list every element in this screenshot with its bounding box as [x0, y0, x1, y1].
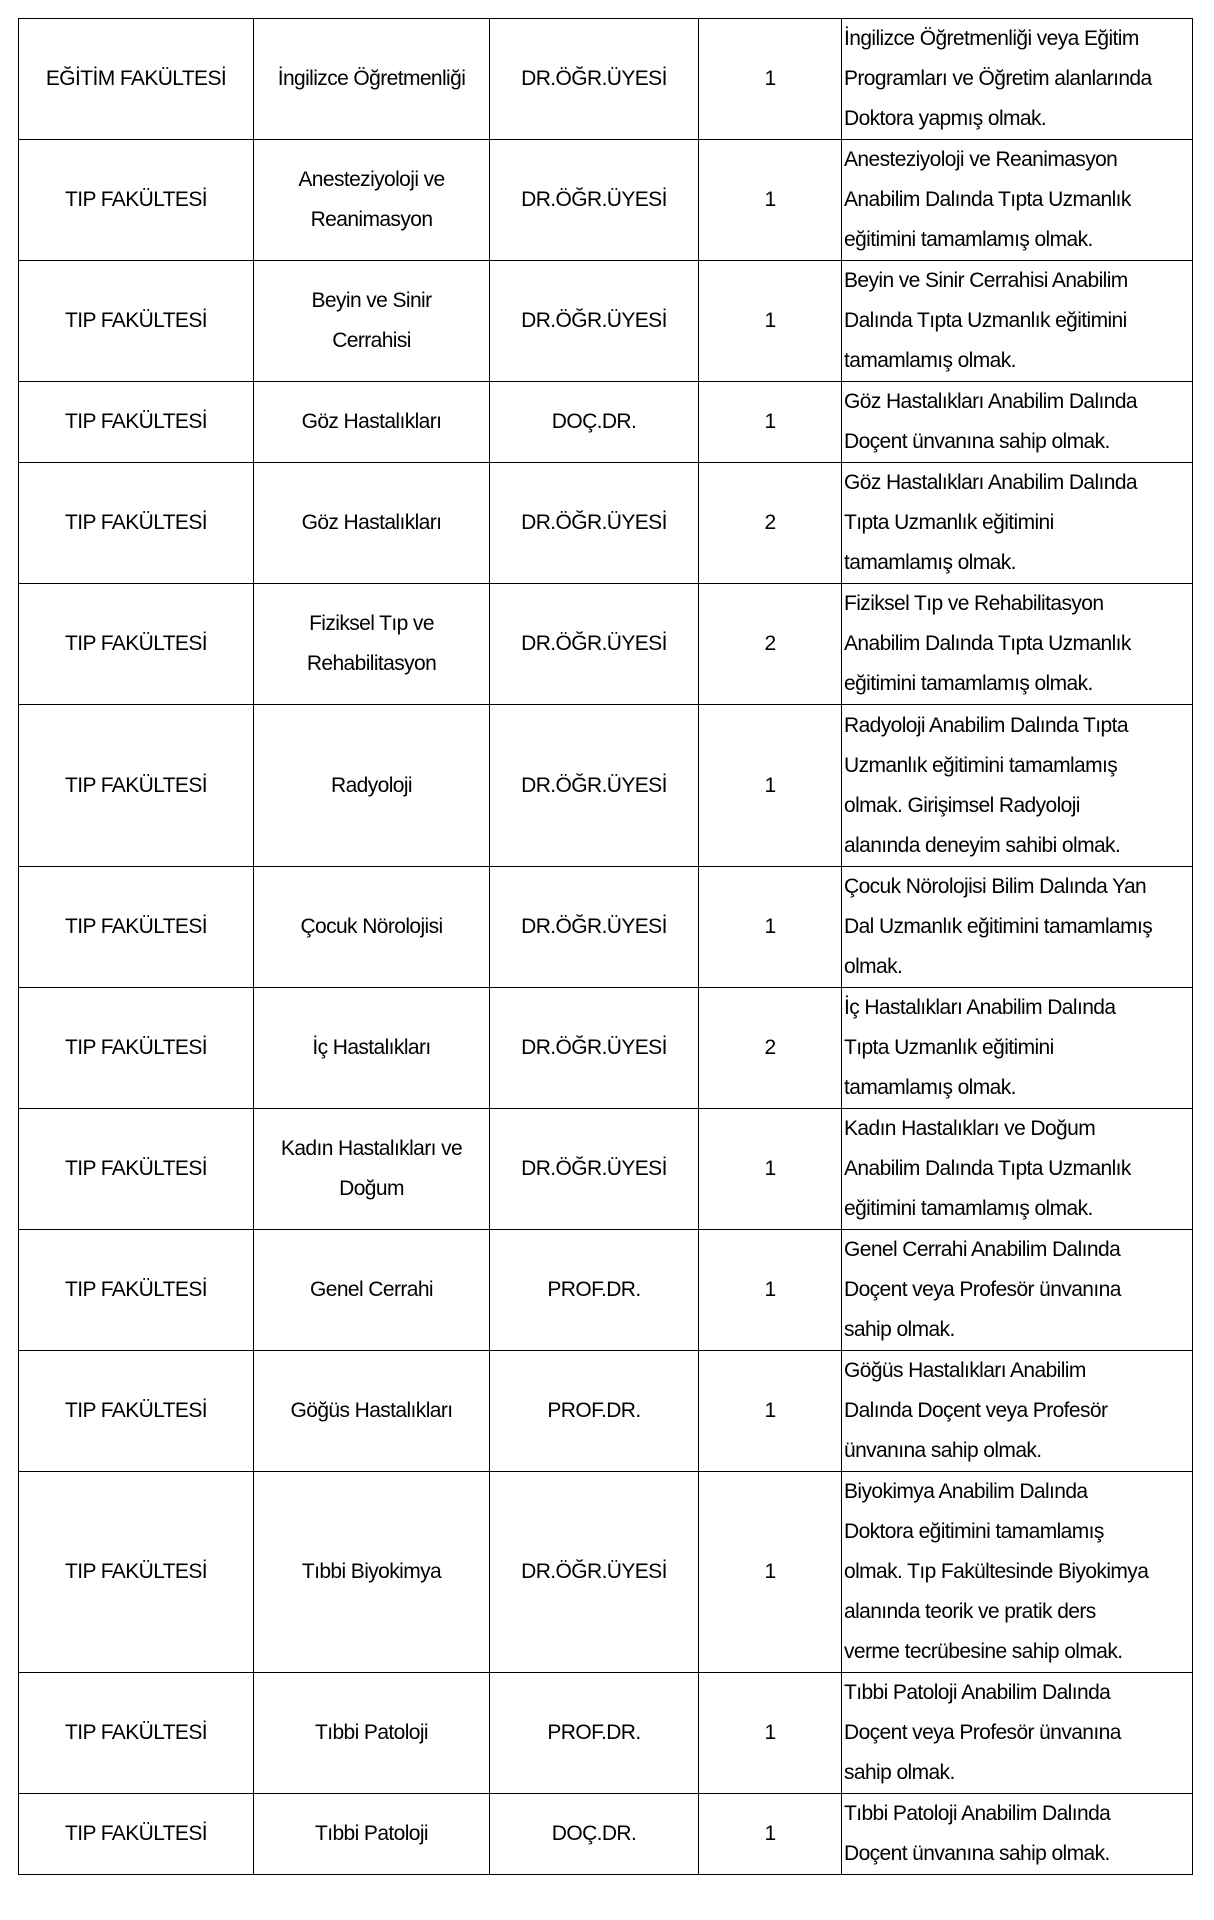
requirement-line: alanında deneyim sahibi olmak.: [844, 833, 1121, 857]
department-line: Anesteziyoloji ve: [298, 168, 445, 191]
requirement-line: ünvanına sahip olmak.: [844, 1439, 1042, 1462]
requirement-line: verme tecrübesine sahip olmak.: [844, 1640, 1123, 1663]
requirement-cell: [842, 1472, 1193, 1673]
requirement-line: eğitimini tamamlamış olmak.: [844, 1197, 1093, 1220]
requirement-line: Anabilim Dalında Tıpta Uzmanlık: [844, 632, 1131, 655]
table-row: [19, 140, 1193, 261]
count-cell: 1: [699, 1794, 842, 1875]
count-cell: 1: [699, 19, 842, 140]
count-cell: 2: [699, 584, 842, 705]
requirement-cell: [842, 1351, 1193, 1472]
department-cell: [254, 1230, 490, 1351]
table-row: [19, 1351, 1193, 1472]
table-row: [19, 1109, 1193, 1230]
requirement-line: Anesteziyoloji ve Reanimasyon: [844, 148, 1118, 171]
table-row: [19, 261, 1193, 382]
requirement-line: Doçent ünvanına sahip olmak.: [844, 1842, 1110, 1865]
title-cell: DR.ÖĞR.ÜYESİ: [490, 988, 699, 1109]
table-row: [19, 867, 1193, 988]
title-cell: PROF.DR.: [490, 1230, 699, 1351]
department-cell: [254, 867, 490, 988]
department-line: Göz Hastalıkları: [301, 511, 442, 534]
requirement-cell: [842, 261, 1193, 382]
title-cell: DR.ÖĞR.ÜYESİ: [490, 1109, 699, 1230]
title-cell: DR.ÖĞR.ÜYESİ: [490, 140, 699, 261]
requirement-cell: [842, 584, 1193, 705]
count-cell: 1: [699, 261, 842, 382]
count-cell: 1: [699, 140, 842, 261]
requirement-line: İç Hastalıkları Anabilim Dalında: [844, 996, 1116, 1019]
requirement-line: Kadın Hastalıkları ve Doğum: [844, 1117, 1096, 1140]
title-cell: DR.ÖĞR.ÜYESİ: [490, 867, 699, 988]
title-cell: DOÇ.DR.: [490, 382, 699, 463]
title-cell: DR.ÖĞR.ÜYESİ: [490, 261, 699, 382]
title-cell: DR.ÖĞR.ÜYESİ: [490, 705, 699, 867]
requirement-line: Programları ve Öğretim alanlarında: [844, 67, 1152, 90]
requirement-line: eğitimini tamamlamış olmak.: [844, 228, 1093, 251]
table-row: [19, 382, 1193, 463]
department-line: Beyin ve Sinir: [311, 289, 432, 312]
table-row: [19, 988, 1193, 1109]
department-line: Göz Hastalıkları: [301, 410, 442, 433]
department-line: Radyoloji: [331, 773, 412, 797]
title-cell: DR.ÖĞR.ÜYESİ: [490, 19, 699, 140]
faculty-cell: TIP FAKÜLTESİ: [19, 988, 254, 1109]
requirement-line: Tıpta Uzmanlık eğitimini: [844, 511, 1054, 534]
requirement-line: Tıbbi Patoloji Anabilim Dalında: [844, 1681, 1111, 1704]
positions-table: [18, 18, 1193, 1875]
requirement-cell: [842, 140, 1193, 261]
requirement-line: tamamlamış olmak.: [844, 1076, 1016, 1099]
department-line: Fiziksel Tıp ve: [309, 612, 434, 635]
requirement-line: İngilizce Öğretmenliği veya Eğitim: [844, 27, 1139, 50]
faculty-cell: TIP FAKÜLTESİ: [19, 382, 254, 463]
table-row: [19, 705, 1193, 867]
faculty-cell: TIP FAKÜLTESİ: [19, 1673, 254, 1794]
requirement-cell: [842, 1230, 1193, 1351]
department-line: Tıbbi Biyokimya: [301, 1560, 442, 1583]
table-row: [19, 1794, 1193, 1875]
department-cell: [254, 1109, 490, 1230]
requirement-line: Uzmanlık eğitimini tamamlamış: [844, 753, 1118, 777]
requirement-line: Doçent veya Profesör ünvanına: [844, 1721, 1121, 1744]
requirement-line: olmak.: [844, 955, 903, 978]
faculty-cell: TIP FAKÜLTESİ: [19, 1351, 254, 1472]
requirement-line: tamamlamış olmak.: [844, 551, 1016, 574]
title-cell: DOÇ.DR.: [490, 1794, 699, 1875]
department-cell: [254, 463, 490, 584]
department-line: İç Hastalıkları: [312, 1036, 431, 1059]
department-line: İngilizce Öğretmenliği: [277, 67, 466, 90]
department-cell: [254, 988, 490, 1109]
department-line: Tıbbi Patoloji: [315, 1721, 428, 1744]
requirement-line: Doçent ünvanına sahip olmak.: [844, 430, 1110, 453]
faculty-cell: TIP FAKÜLTESİ: [19, 705, 254, 867]
table-row: [19, 1230, 1193, 1351]
requirement-line: Dalında Tıpta Uzmanlık eğitimini: [844, 309, 1127, 332]
requirement-cell: [842, 867, 1193, 988]
requirement-cell: [842, 19, 1193, 140]
requirement-cell: [842, 1109, 1193, 1230]
department-cell: [254, 1673, 490, 1794]
requirement-cell: [842, 1794, 1193, 1875]
requirement-cell: [842, 988, 1193, 1109]
requirement-line: Fiziksel Tıp ve Rehabilitasyon: [844, 592, 1104, 615]
requirement-line: sahip olmak.: [844, 1318, 955, 1341]
department-line: Doğum: [339, 1177, 404, 1200]
requirement-line: Radyoloji Anabilim Dalında Tıpta: [844, 713, 1128, 737]
department-cell: [254, 1472, 490, 1673]
faculty-cell: TIP FAKÜLTESİ: [19, 867, 254, 988]
department-line: Çocuk Nörolojisi: [300, 915, 443, 938]
faculty-cell: TIP FAKÜLTESİ: [19, 140, 254, 261]
table-row: [19, 463, 1193, 584]
faculty-cell: TIP FAKÜLTESİ: [19, 261, 254, 382]
requirement-line: Tıbbi Patoloji Anabilim Dalında: [844, 1802, 1111, 1825]
count-cell: 1: [699, 1109, 842, 1230]
requirement-line: Biyokimya Anabilim Dalında: [844, 1480, 1088, 1503]
requirement-cell: [842, 705, 1193, 867]
department-line: Genel Cerrahi: [310, 1278, 433, 1301]
count-cell: 1: [699, 1673, 842, 1794]
faculty-cell: TIP FAKÜLTESİ: [19, 463, 254, 584]
department-cell: [254, 382, 490, 463]
title-cell: PROF.DR.: [490, 1351, 699, 1472]
count-cell: 1: [699, 1472, 842, 1673]
requirement-line: Göz Hastalıkları Anabilim Dalında: [844, 390, 1138, 413]
requirement-line: Doçent veya Profesör ünvanına: [844, 1278, 1121, 1301]
requirement-line: Dal Uzmanlık eğitimini tamamlamış: [844, 915, 1153, 938]
department-cell: [254, 705, 490, 867]
requirement-cell: [842, 382, 1193, 463]
requirement-line: Tıpta Uzmanlık eğitimini: [844, 1036, 1054, 1059]
requirement-line: Çocuk Nörolojisi Bilim Dalında Yan: [844, 875, 1147, 898]
title-cell: DR.ÖĞR.ÜYESİ: [490, 463, 699, 584]
requirement-line: Anabilim Dalında Tıpta Uzmanlık: [844, 1157, 1131, 1180]
title-cell: DR.ÖĞR.ÜYESİ: [490, 584, 699, 705]
count-cell: 1: [699, 705, 842, 867]
faculty-cell: TIP FAKÜLTESİ: [19, 1472, 254, 1673]
department-cell: [254, 261, 490, 382]
requirement-line: eğitimini tamamlamış olmak.: [844, 672, 1093, 695]
count-cell: 1: [699, 867, 842, 988]
requirement-line: sahip olmak.: [844, 1761, 955, 1784]
count-cell: 2: [699, 463, 842, 584]
table-row: [19, 1472, 1193, 1673]
department-line: Reanimasyon: [310, 208, 433, 231]
department-line: Göğüs Hastalıkları: [290, 1399, 453, 1422]
requirement-line: tamamlamış olmak.: [844, 349, 1016, 372]
requirement-cell: [842, 463, 1193, 584]
faculty-cell: EĞİTİM FAKÜLTESİ: [19, 19, 254, 140]
department-cell: [254, 1351, 490, 1472]
requirement-line: olmak. Girişimsel Radyoloji: [844, 793, 1080, 817]
title-cell: DR.ÖĞR.ÜYESİ: [490, 1472, 699, 1673]
requirement-line: Doktora eğitimini tamamlamış: [844, 1520, 1104, 1543]
count-cell: 1: [699, 1230, 842, 1351]
faculty-cell: TIP FAKÜLTESİ: [19, 1794, 254, 1875]
requirement-line: Göğüs Hastalıkları Anabilim: [844, 1359, 1086, 1382]
count-cell: 1: [699, 382, 842, 463]
requirement-line: Genel Cerrahi Anabilim Dalında: [844, 1238, 1121, 1261]
requirement-line: Anabilim Dalında Tıpta Uzmanlık: [844, 188, 1131, 211]
title-cell: PROF.DR.: [490, 1673, 699, 1794]
department-cell: [254, 19, 490, 140]
department-cell: [254, 584, 490, 705]
faculty-cell: TIP FAKÜLTESİ: [19, 584, 254, 705]
department-line: Cerrahisi: [332, 329, 411, 352]
count-cell: 1: [699, 1351, 842, 1472]
requirement-line: Dalında Doçent veya Profesör: [844, 1399, 1108, 1422]
requirement-line: alanında teorik ve pratik ders: [844, 1600, 1096, 1623]
requirement-line: olmak. Tıp Fakültesinde Biyokimya: [844, 1560, 1149, 1583]
requirement-cell: [842, 1673, 1193, 1794]
table-row: [19, 19, 1193, 140]
requirement-line: Beyin ve Sinir Cerrahisi Anabilim: [844, 269, 1128, 292]
table-row: [19, 584, 1193, 705]
requirement-line: Göz Hastalıkları Anabilim Dalında: [844, 471, 1138, 494]
faculty-cell: TIP FAKÜLTESİ: [19, 1230, 254, 1351]
department-line: Rehabilitasyon: [306, 652, 437, 675]
faculty-cell: TIP FAKÜLTESİ: [19, 1109, 254, 1230]
department-line: Tıbbi Patoloji: [315, 1822, 428, 1845]
count-cell: 2: [699, 988, 842, 1109]
department-cell: [254, 140, 490, 261]
requirement-line: Doktora yapmış olmak.: [844, 107, 1047, 130]
department-cell: [254, 1794, 490, 1875]
table-row: [19, 1673, 1193, 1794]
department-line: Kadın Hastalıkları ve: [280, 1137, 463, 1160]
